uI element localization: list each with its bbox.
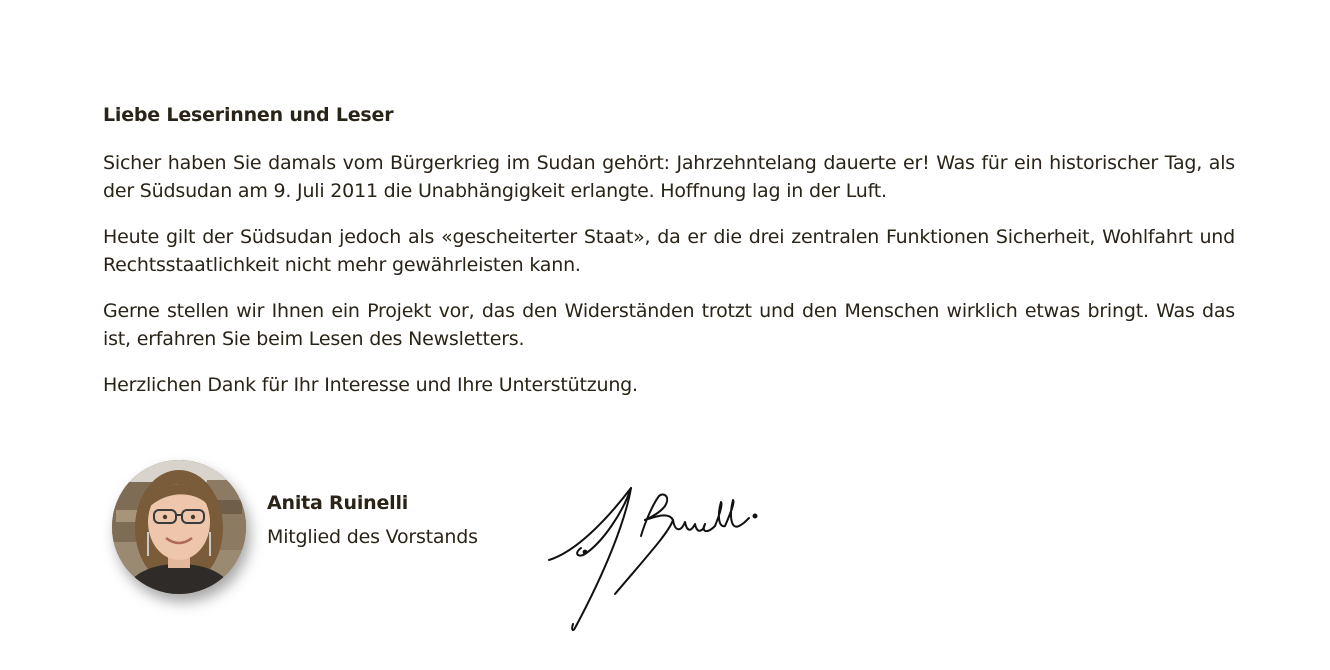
- letter-paragraph: Herzlichen Dank für Ihr Interesse und Ihre Unterstützung.: [103, 374, 638, 396]
- author-name: Anita Ruinelli: [267, 492, 409, 514]
- letter-paragraph: Heute gilt der Südsudan jedoch als «gescheiterter Staat», da er die drei zentralen Funktionen Sicherheit, Wohlfahrt und Rechtsstaatlichkeit nicht mehr gewährleisten kann.: [103, 226, 1235, 276]
- letter-paragraph: Gerne stellen wir Ihnen ein Projekt vor, das den Widerständen trotzt und den Menschen wirklich etwas bringt. Was das ist, erfahren Sie beim Lesen des Newsletters.: [103, 300, 1235, 350]
- letter-paragraph: Sicher haben Sie damals vom Bürgerkrieg im Sudan gehört: Jahrzehntelang dauerte er! Was für ein historischer Tag, als der Südsudan am 9. Juli 2011 die Unabhängigkeit erlangte. Hoffnung lag in der Luft.: [103, 152, 1235, 202]
- author-role: Mitglied des Vorstands: [267, 526, 478, 548]
- avatar: [112, 460, 246, 594]
- letter-body: [103, 101, 1235, 417]
- signature: [545, 482, 775, 634]
- avatar-portrait: [112, 460, 246, 594]
- letter-greeting: Liebe Leserinnen und Leser: [103, 104, 394, 126]
